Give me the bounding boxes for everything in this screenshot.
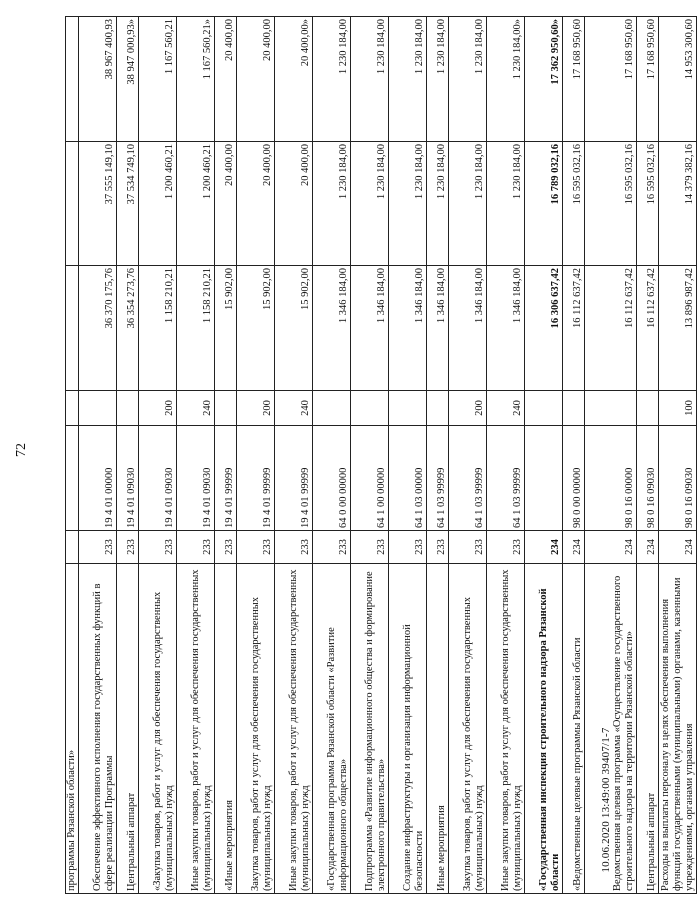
table-row [427,17,449,894]
amount-2021-cell: 1 230 184,00 [389,142,427,266]
table-row [563,17,585,894]
admin-code-cell: 233 [117,531,139,564]
row-name-cell: «Государственная инспекция строительного надзора Рязанской области [525,564,563,894]
target-article-cell: 98 0 16 00000 [585,426,637,531]
amount-2022-cell: 17 362 950,60» [525,17,563,142]
expense-type-cell: 200 [449,391,487,426]
table-row [389,17,427,894]
amount-2020-cell: 16 306 637,42 [525,266,563,391]
amount-2020-cell: 16 112 637,42 [585,266,637,391]
expense-type-cell [66,391,79,426]
amount-2021-cell: 16 595 032,16 [637,142,659,266]
amount-2022-cell: 1 230 184,00 [313,17,351,142]
amount-2020-cell: 13 896 987,42 [659,266,697,391]
amount-2020-cell: 16 112 637,42 [563,266,585,391]
amount-2021-cell: 16 595 032,16 [563,142,585,266]
target-article-cell: 98 0 16 09030 [659,426,697,531]
target-article-cell: 19 4 01 09030 [177,426,215,531]
admin-code-cell: 233 [449,531,487,564]
amount-2022-cell: 17 168 950,60 [637,17,659,142]
amount-2021-cell [66,142,79,266]
amount-2021-cell: 1 230 184,00 [449,142,487,266]
expense-type-cell [525,391,563,426]
table-row [351,17,389,894]
admin-code-cell: 233 [237,531,275,564]
target-article-cell: 64 1 00 00000 [351,426,389,531]
amount-2022-cell: 1 167 560,21 [139,17,177,142]
page-number: 72 [14,443,29,457]
table-row [177,17,215,894]
admin-code-cell: 234 [659,531,697,564]
admin-code-cell: 233 [79,531,117,564]
amount-2021-cell: 14 379 382,16 [659,142,697,266]
expense-type-cell: 100 [659,391,697,426]
table-row [237,17,275,894]
row-name-cell: Ведомственная целевая программа «Осуществление государственного строительного надзора на территории Рязанской области» [585,564,637,894]
admin-code-cell: 234 [585,531,637,564]
admin-code-cell: 234 [525,531,563,564]
target-article-cell: 19 4 01 99999 [237,426,275,531]
target-article-cell [525,426,563,531]
amount-2020-cell: 15 902,00 [237,266,275,391]
amount-2021-cell: 1 230 184,00 [427,142,449,266]
amount-2020-cell: 1 346 184,00 [313,266,351,391]
row-name-cell: Создание инфраструктуры и организация информационной безопасности [389,564,427,894]
amount-2021-cell: 1 230 184,00 [351,142,389,266]
table-row [659,17,697,894]
amount-2020-cell: 36 354 273,76 [117,266,139,391]
table-row [449,17,487,894]
amount-2022-cell: 38 967 400,93 [79,17,117,142]
amount-2022-cell: 1 230 184,00 [449,17,487,142]
target-article-cell: 64 1 03 99999 [449,426,487,531]
amount-2020-cell: 1 158 210,21 [177,266,215,391]
row-name-cell: Иные закупки товаров, работ и услуг для обеспечения государственных (муниципальных) нужд [487,564,525,894]
target-article-cell: 19 4 01 00000 [79,426,117,531]
amount-2022-cell [66,17,79,142]
amount-2020-cell: 1 346 184,00 [351,266,389,391]
expense-type-cell [427,391,449,426]
admin-code-cell: 234 [563,531,585,564]
table-row [79,17,117,894]
amount-2022-cell: 1 230 184,00 [427,17,449,142]
admin-code-cell: 233 [215,531,237,564]
amount-2022-cell: 20 400,00 [215,17,237,142]
row-name-cell: Центральный аппарат [117,564,139,894]
row-name-cell: Обеспечение эффективного исполнения государственных функций в сфере реализации Программы [79,564,117,894]
row-name-cell: Закупка товаров, работ и услуг для обеспечения государственных (муниципальных) нужд [237,564,275,894]
row-name-cell: «Закупка товаров, работ и услуг для обеспечения государственных (муниципальных) нужд [139,564,177,894]
admin-code-cell: 233 [139,531,177,564]
row-name-cell: Иные мероприятия [427,564,449,894]
target-article-cell [66,426,79,531]
admin-code-cell: 233 [177,531,215,564]
expense-type-cell [563,391,585,426]
row-name-cell: Закупка товаров, работ и услуг для обеспечения государственных (муниципальных) нужд [449,564,487,894]
amount-2020-cell [66,266,79,391]
amount-2022-cell: 14 953 300,60 [659,17,697,142]
amount-2021-cell: 37 534 749,10 [117,142,139,266]
admin-code-cell: 233 [351,531,389,564]
expense-type-cell [585,391,637,426]
amount-2022-cell: 1 230 184,00» [487,17,525,142]
amount-2021-cell: 20 400,00 [237,142,275,266]
target-article-cell: 64 1 03 99999 [427,426,449,531]
table-row [525,17,563,894]
expense-type-cell: 240 [275,391,313,426]
row-name-cell: программы Рязанской области» [66,564,79,894]
amount-2022-cell: 17 168 950,60 [585,17,637,142]
target-article-cell: 19 4 01 09030 [117,426,139,531]
expense-type-cell: 240 [177,391,215,426]
amount-2021-cell: 20 400,00 [215,142,237,266]
expense-type-cell [389,391,427,426]
admin-code-cell: 233 [389,531,427,564]
amount-2022-cell: 1 230 184,00 [351,17,389,142]
amount-2021-cell: 20 400,00 [275,142,313,266]
expense-type-cell [313,391,351,426]
admin-code-cell [66,531,79,564]
target-article-cell: 19 4 01 99999 [215,426,237,531]
admin-code-cell: 233 [313,531,351,564]
amount-2020-cell: 1 346 184,00 [449,266,487,391]
admin-code-cell: 234 [637,531,659,564]
amount-2020-cell: 1 158 210,21 [139,266,177,391]
row-name-cell: Расходы на выплаты персоналу в целях обеспечения выполнения функций государственными (муниципальными) органами, казенными учреждениями, органами управления [659,564,697,894]
admin-code-cell: 233 [427,531,449,564]
amount-2022-cell: 1 167 560,21» [177,17,215,142]
expense-type-cell: 240 [487,391,525,426]
amount-2021-cell: 1 230 184,00 [313,142,351,266]
expense-type-cell: 200 [139,391,177,426]
target-article-cell: 19 4 01 99999 [275,426,313,531]
row-name-cell: «Иные мероприятия [215,564,237,894]
table-row [215,17,237,894]
table-row [313,17,351,894]
row-name-cell: Иные закупки товаров, работ и услуг для обеспечения государственных (муниципальных) нужд [275,564,313,894]
amount-2021-cell: 1 230 184,00 [487,142,525,266]
expense-type-cell: 200 [237,391,275,426]
amount-2022-cell: 17 168 950,60 [563,17,585,142]
expense-type-cell [117,391,139,426]
row-name-cell: Подпрограмма «Развитие информационного общества и формирование электронного правительства» [351,564,389,894]
amount-2021-cell: 16 595 032,16 [585,142,637,266]
amount-2021-cell: 37 555 149,10 [79,142,117,266]
target-article-cell: 98 0 00 00000 [563,426,585,531]
table-row [66,17,79,894]
row-name-cell: Иные закупки товаров, работ и услуг для обеспечения государственных (муниципальных) нужд [177,564,215,894]
target-article-cell: 98 0 16 09030 [637,426,659,531]
amount-2022-cell: 38 947 000,93» [117,17,139,142]
amount-2020-cell: 36 370 175,76 [79,266,117,391]
amount-2020-cell: 15 902,00 [215,266,237,391]
amount-2020-cell: 1 346 184,00 [487,266,525,391]
footer-timestamp: 10.06.2020 13:49:00 39407/1-7 [600,727,612,873]
table-row [637,17,659,894]
table-row [275,17,313,894]
table-row [117,17,139,894]
amount-2021-cell: 1 200 460,21 [177,142,215,266]
target-article-cell: 64 1 03 00000 [389,426,427,531]
row-name-cell: «Государственная программа Рязанской области «Развитие информационного общества» [313,564,351,894]
target-article-cell: 19 4 01 09030 [139,426,177,531]
row-name-cell: Центральный аппарат [637,564,659,894]
amount-2022-cell: 1 230 184,00 [389,17,427,142]
amount-2021-cell: 1 200 460,21 [139,142,177,266]
amount-2020-cell: 16 112 637,42 [637,266,659,391]
amount-2020-cell: 1 346 184,00 [389,266,427,391]
expense-type-cell [351,391,389,426]
amount-2021-cell: 16 789 032,16 [525,142,563,266]
table-row [139,17,177,894]
expense-type-cell [637,391,659,426]
admin-code-cell: 233 [487,531,525,564]
expense-type-cell [215,391,237,426]
amount-2020-cell: 15 902,00 [275,266,313,391]
expense-type-cell [79,391,117,426]
amount-2022-cell: 20 400,00» [275,17,313,142]
target-article-cell: 64 1 03 99999 [487,426,525,531]
target-article-cell: 64 0 00 00000 [313,426,351,531]
amount-2022-cell: 20 400,00 [237,17,275,142]
admin-code-cell: 233 [275,531,313,564]
amount-2020-cell: 1 346 184,00 [427,266,449,391]
row-name-cell: «Ведомственные целевые программы Рязанской области [563,564,585,894]
table-row [487,17,525,894]
